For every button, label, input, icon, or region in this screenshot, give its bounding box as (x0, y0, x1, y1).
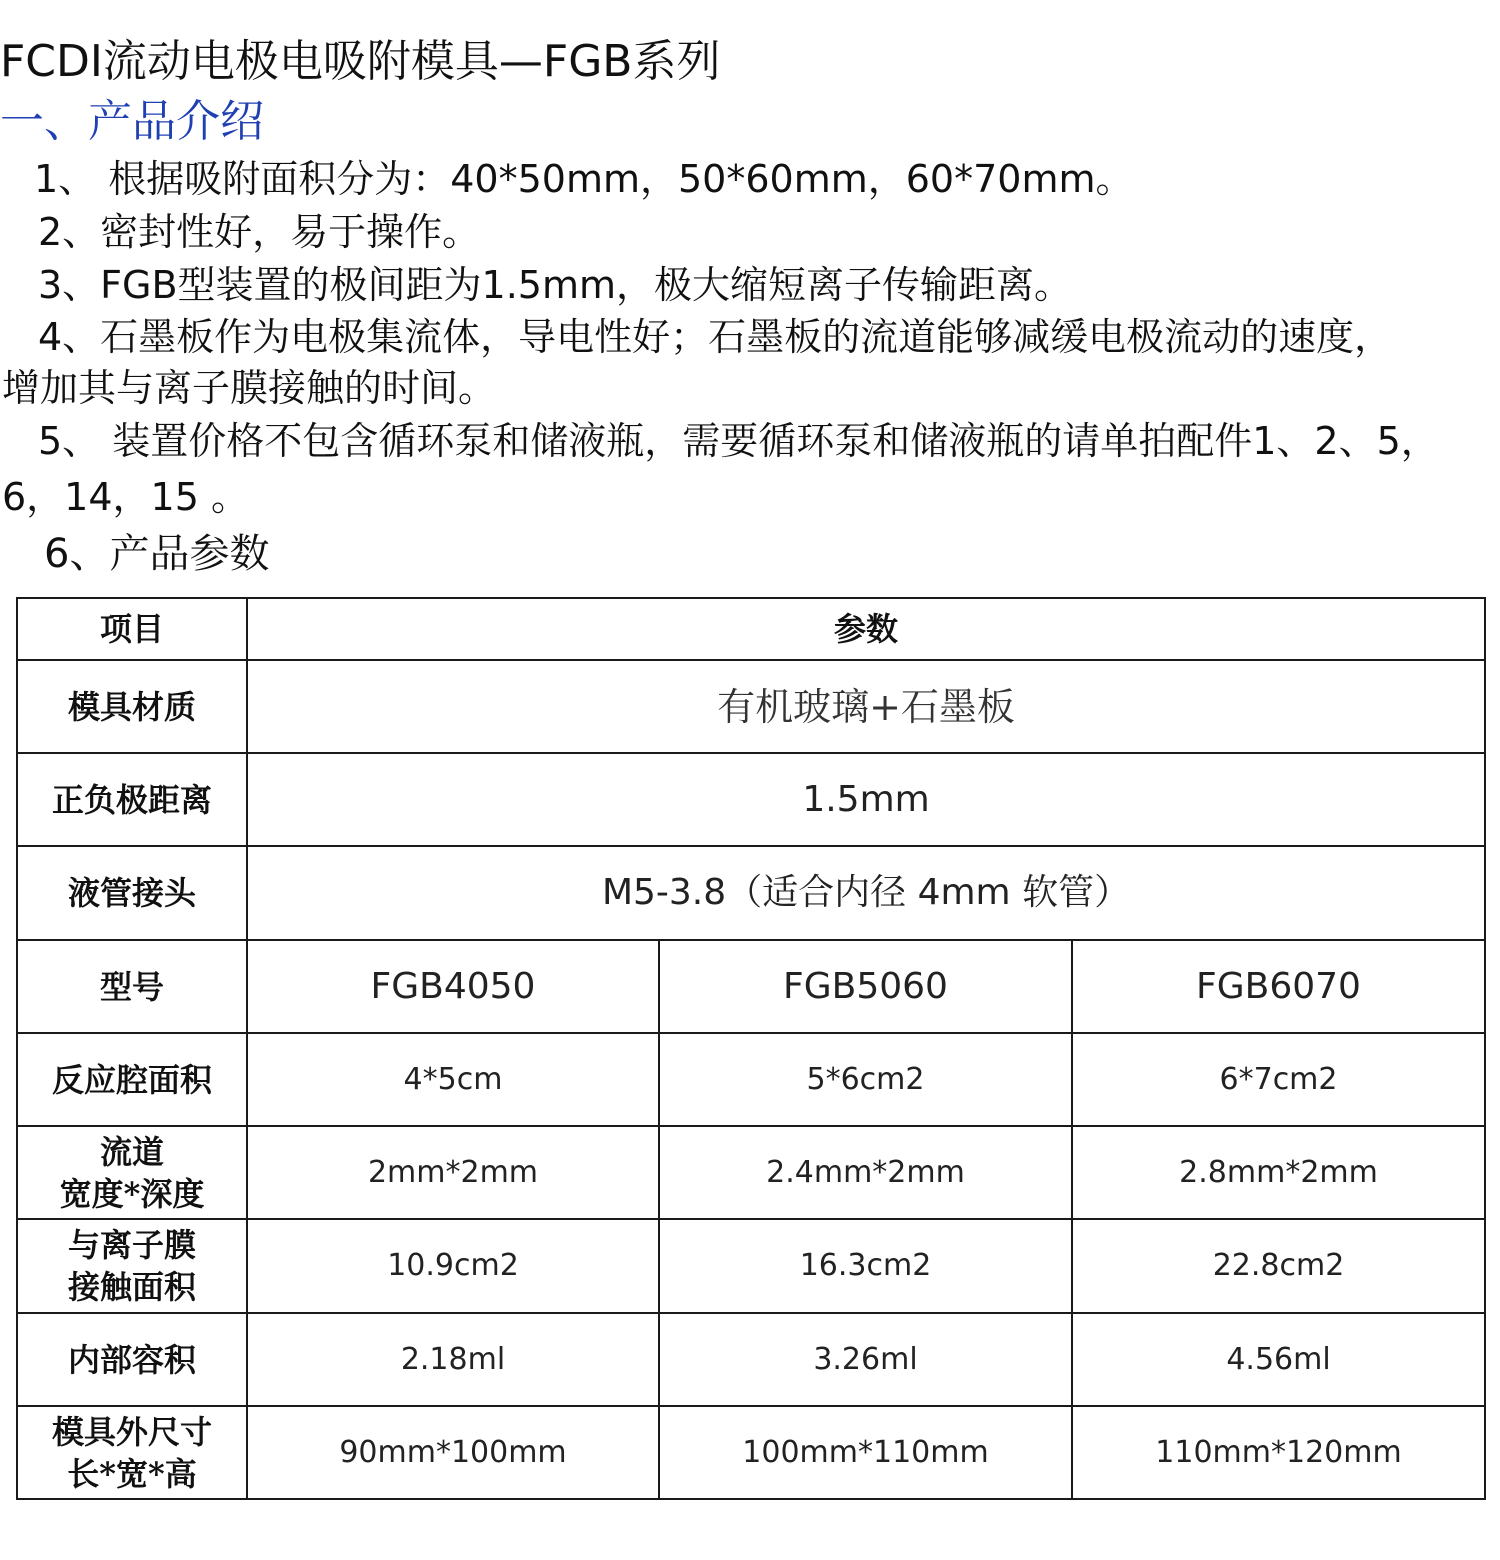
intro-item-5-line-1: 5、 装置价格不包含循环泵和储液瓶，需要循环泵和储液瓶的请单拍配件1、2、5， (38, 419, 1439, 463)
channel-value-1: 2mm*2mm (247, 1126, 659, 1219)
table-row-material (17, 660, 1485, 753)
outer-size-value-3: 110mm*120mm (1072, 1406, 1485, 1499)
row-label-channel-line-1: 流道 (99, 1132, 164, 1171)
row-label-electrode-distance: 正负极距离 (17, 753, 247, 846)
chamber-area-value-2: 5*6cm2 (659, 1033, 1072, 1126)
table-row-outer-size (17, 1406, 1485, 1499)
table-row-channel (17, 1126, 1485, 1219)
membrane-contact-value-1: 10.9cm2 (247, 1219, 659, 1313)
row-label-chamber-area: 反应腔面积 (17, 1033, 247, 1126)
electrode-distance-value: 1.5mm (247, 753, 1485, 846)
intro-item-5-line-2: 6，14，15 。 (2, 475, 249, 519)
model-value-1: FGB4050 (247, 940, 659, 1033)
row-label-membrane-contact (17, 1219, 247, 1313)
tube-connector-value: M5-3.8（适合内径 4mm 软管） (247, 846, 1485, 940)
row-label-outer-size (17, 1406, 247, 1499)
document-title: FCDI流动电极电吸附模具—FGB系列 (0, 36, 721, 87)
table-row-electrode-distance (17, 753, 1485, 846)
intro-item-1: 1、 根据吸附面积分为：40*50mm，50*60mm，60*70mm。 (34, 157, 1134, 201)
intro-item-2: 2、密封性好，易于操作。 (38, 210, 481, 254)
table-row-internal-volume (17, 1313, 1485, 1406)
product-parameter-table (16, 597, 1486, 1500)
table-row-chamber-area (17, 1033, 1485, 1126)
intro-item-4-line-1: 4、石墨板作为电极集流体，导电性好；石墨板的流道能够减缓电极流动的速度， (38, 315, 1393, 359)
channel-value-3: 2.8mm*2mm (1072, 1126, 1485, 1219)
row-label-outer-size-line-2: 长*宽*高 (67, 1454, 197, 1493)
model-value-2: FGB5060 (659, 940, 1072, 1033)
model-value-3: FGB6070 (1072, 940, 1485, 1033)
internal-volume-value-3: 4.56ml (1072, 1313, 1485, 1406)
membrane-contact-value-2: 16.3cm2 (659, 1219, 1072, 1313)
table-row-model (17, 940, 1485, 1033)
intro-item-6-heading: 6、产品参数 (44, 531, 270, 577)
intro-item-3: 3、FGB型装置的极间距为1.5mm，极大缩短离子传输距离。 (38, 263, 1073, 307)
header-param-cell: 参数 (247, 598, 1485, 660)
table-row-membrane-contact (17, 1219, 1485, 1313)
section-heading-product-intro: 一、产品介绍 (0, 96, 264, 147)
header-item-cell: 项目 (17, 598, 247, 660)
membrane-contact-value-3: 22.8cm2 (1072, 1219, 1485, 1313)
internal-volume-value-1: 2.18ml (247, 1313, 659, 1406)
row-label-internal-volume: 内部容积 (17, 1313, 247, 1406)
row-label-membrane-contact-line-1: 与离子膜 (67, 1226, 196, 1264)
chamber-area-value-1: 4*5cm (247, 1033, 659, 1126)
row-label-outer-size-line-1: 模具外尺寸 (51, 1412, 212, 1451)
row-label-material: 模具材质 (17, 660, 247, 753)
material-value: 有机玻璃+石墨板 (247, 660, 1485, 753)
internal-volume-value-2: 3.26ml (659, 1313, 1072, 1406)
row-label-channel-line-2: 宽度*深度 (59, 1174, 205, 1213)
row-label-model: 型号 (17, 940, 247, 1033)
chamber-area-value-3: 6*7cm2 (1072, 1033, 1485, 1126)
outer-size-value-2: 100mm*110mm (659, 1406, 1072, 1499)
table-row-tube-connector (17, 846, 1485, 940)
intro-item-4-line-2: 增加其与离子膜接触的时间。 (2, 366, 497, 410)
outer-size-value-1: 90mm*100mm (247, 1406, 659, 1499)
row-label-membrane-contact-line-2: 接触面积 (67, 1268, 196, 1306)
channel-value-2: 2.4mm*2mm (659, 1126, 1072, 1219)
row-label-tube-connector: 液管接头 (17, 846, 247, 940)
row-label-channel (17, 1126, 247, 1219)
table-header-row (17, 598, 1485, 660)
